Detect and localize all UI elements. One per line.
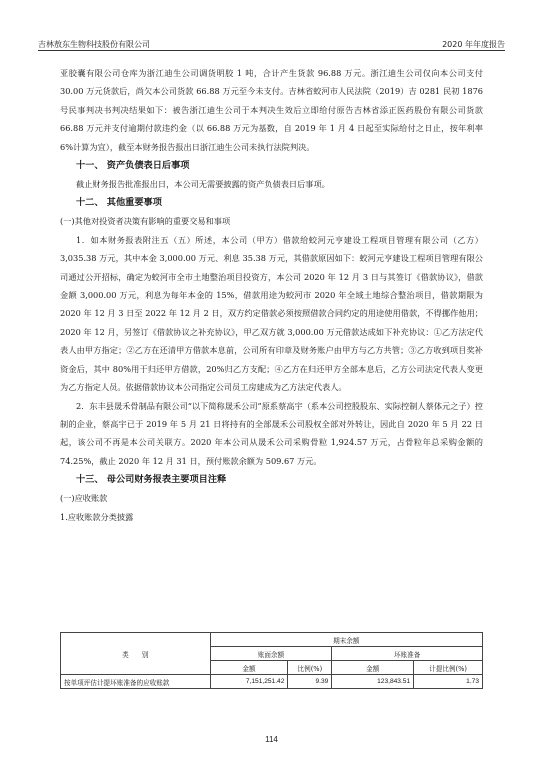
section-13-subtitle: (一)应收账款 bbox=[60, 493, 108, 504]
main-content bbox=[60, 64, 483, 526]
header-amount: 金额 bbox=[332, 661, 414, 675]
section-12-title: 十二、 其他重要事项 bbox=[76, 197, 162, 209]
header-ratio: 比例(%) bbox=[288, 661, 332, 675]
cell-book-ratio: 9.39 bbox=[288, 675, 332, 689]
section-11-title: 十一、 资产负债表日后事项 bbox=[76, 160, 190, 172]
table-row bbox=[61, 675, 483, 689]
section-13-title: 十三、 母公司财务报表主要项目注释 bbox=[76, 474, 227, 486]
header-bad-debt: 坏账准备 bbox=[332, 647, 483, 661]
header-book-balance: 账面余额 bbox=[210, 647, 332, 661]
header-provision-ratio: 计提比例(%) bbox=[414, 661, 483, 675]
section-12-subtitle: (一)其他对投资者决策有影响的重要交易和事项 bbox=[60, 216, 231, 227]
section-11-paragraph: 截止财务报告批准报出日，本公司无需要披露的资产负债表日后事项。 bbox=[76, 179, 330, 190]
section-12-paragraph-2: 2．东丰县晟禾骨制品有限公司“以下简称晟禾公司”原系蔡高宇（系本公司控股股东、实际控制人蔡体元之子）控制的企业，蔡高宇已于 2019 年 5 月 21 日将持有的全部晟禾公司股权全部对外转让，因此自 2020 年 5 月 22 日起，该公司不再是本公司关联方。2020 年本公司从晟禾公司采购骨粒 1,924.57 万元，占骨粒年总采购金额的 74.25%，截止 2020 年 12 月 31 日，预付账款余额为 509.67 万元。 bbox=[60, 400, 483, 466]
section-12-paragraph-1: 1．如本财务报表附注五（五）所述，本公司（甲方）借款给蛟河元亨建设工程项目管理有限公司（乙方）3,035.38 万元，其中本金 3,000.00 万元、利息 35.38 万元，其借款原因如下：蛟河元亨建设工程项目管理有限公司通过公开招标，确定为蛟河市全市土地整治项目投资方，本公司 2020 年 12 月 3 日与其签订《借款协议》，借款金额 3,000.00 万元，利息为每年本金的 15%，借款用途为蛟河市 2020 年全域土地综合整治项目，借款期限为 2020 年 12 月 3 日至 2022 年 12 月 2 日，双方约定借款必须按照借款合同约定的用途使用借款，不得挪作他用；2020 年 12 月，另签订《借款协议之补充协议》，甲乙双方就 3,000.00 万元借款达成如下补充协议：①乙方法定代表人由甲方指定；②乙方在还清甲方借款本息前，公司所有印章及财务账户由甲方与乙方共管；③乙方收到项目奖补资金后，其中 80%用于归还甲方借款，20%归乙方支配；④乙方在归还甲方全部本息后，乙方公司法定代表人变更为乙方指定人员。依据借款协议本公司指定公司员工房建成为乙方法定代表人。 bbox=[60, 234, 483, 393]
header-category: 类 别 bbox=[61, 633, 211, 675]
cell-book-amount: 7,151,251.42 bbox=[210, 675, 288, 689]
header-company-name: 吉林敖东生物科技股份有限公司 bbox=[38, 40, 150, 49]
header-divider bbox=[38, 50, 505, 51]
header-amount: 金额 bbox=[210, 661, 288, 675]
header-period-end: 期末余额 bbox=[210, 633, 482, 647]
header-report-title: 2020 年年度报告 bbox=[442, 40, 505, 49]
table-header-row bbox=[61, 633, 483, 647]
receivables-table bbox=[60, 632, 483, 689]
page-header bbox=[38, 34, 505, 50]
paragraph-continued: 亚胶囊有限公司仓库为浙江迪生公司调货明胶 1 吨，合计产生货款 96.88 万元。浙江迪生公司仅向本公司支付 30.00 万元货款后，尚欠本公司货款 66.88 万元至今未支付。吉林省蛟河市人民法院（2019）吉 0281 民初 1876 号民事判决书判决结果如下：被告浙江迪生公司于本判决生效后立即给付原告吉林省添正医药股份有限公司货款 66.88 万元并支付逾期付款违约金（以 66.88 万元为基数，自 2019 年 1 月 4 日起至实际给付之日止，按年利率 6%计算为宜），截至本财务报告报出日浙江迪生公司未执行法院判决。 bbox=[60, 68, 483, 152]
table-title: 1.应收账款分类披露 bbox=[60, 511, 134, 522]
page-number: 114 bbox=[265, 735, 278, 744]
cell-bad-amount: 123,843.51 bbox=[332, 675, 414, 689]
cell-provision-ratio: 1.73 bbox=[414, 675, 483, 689]
cell-category: 按单项评估计提坏账准备的应收账款 bbox=[61, 675, 211, 689]
